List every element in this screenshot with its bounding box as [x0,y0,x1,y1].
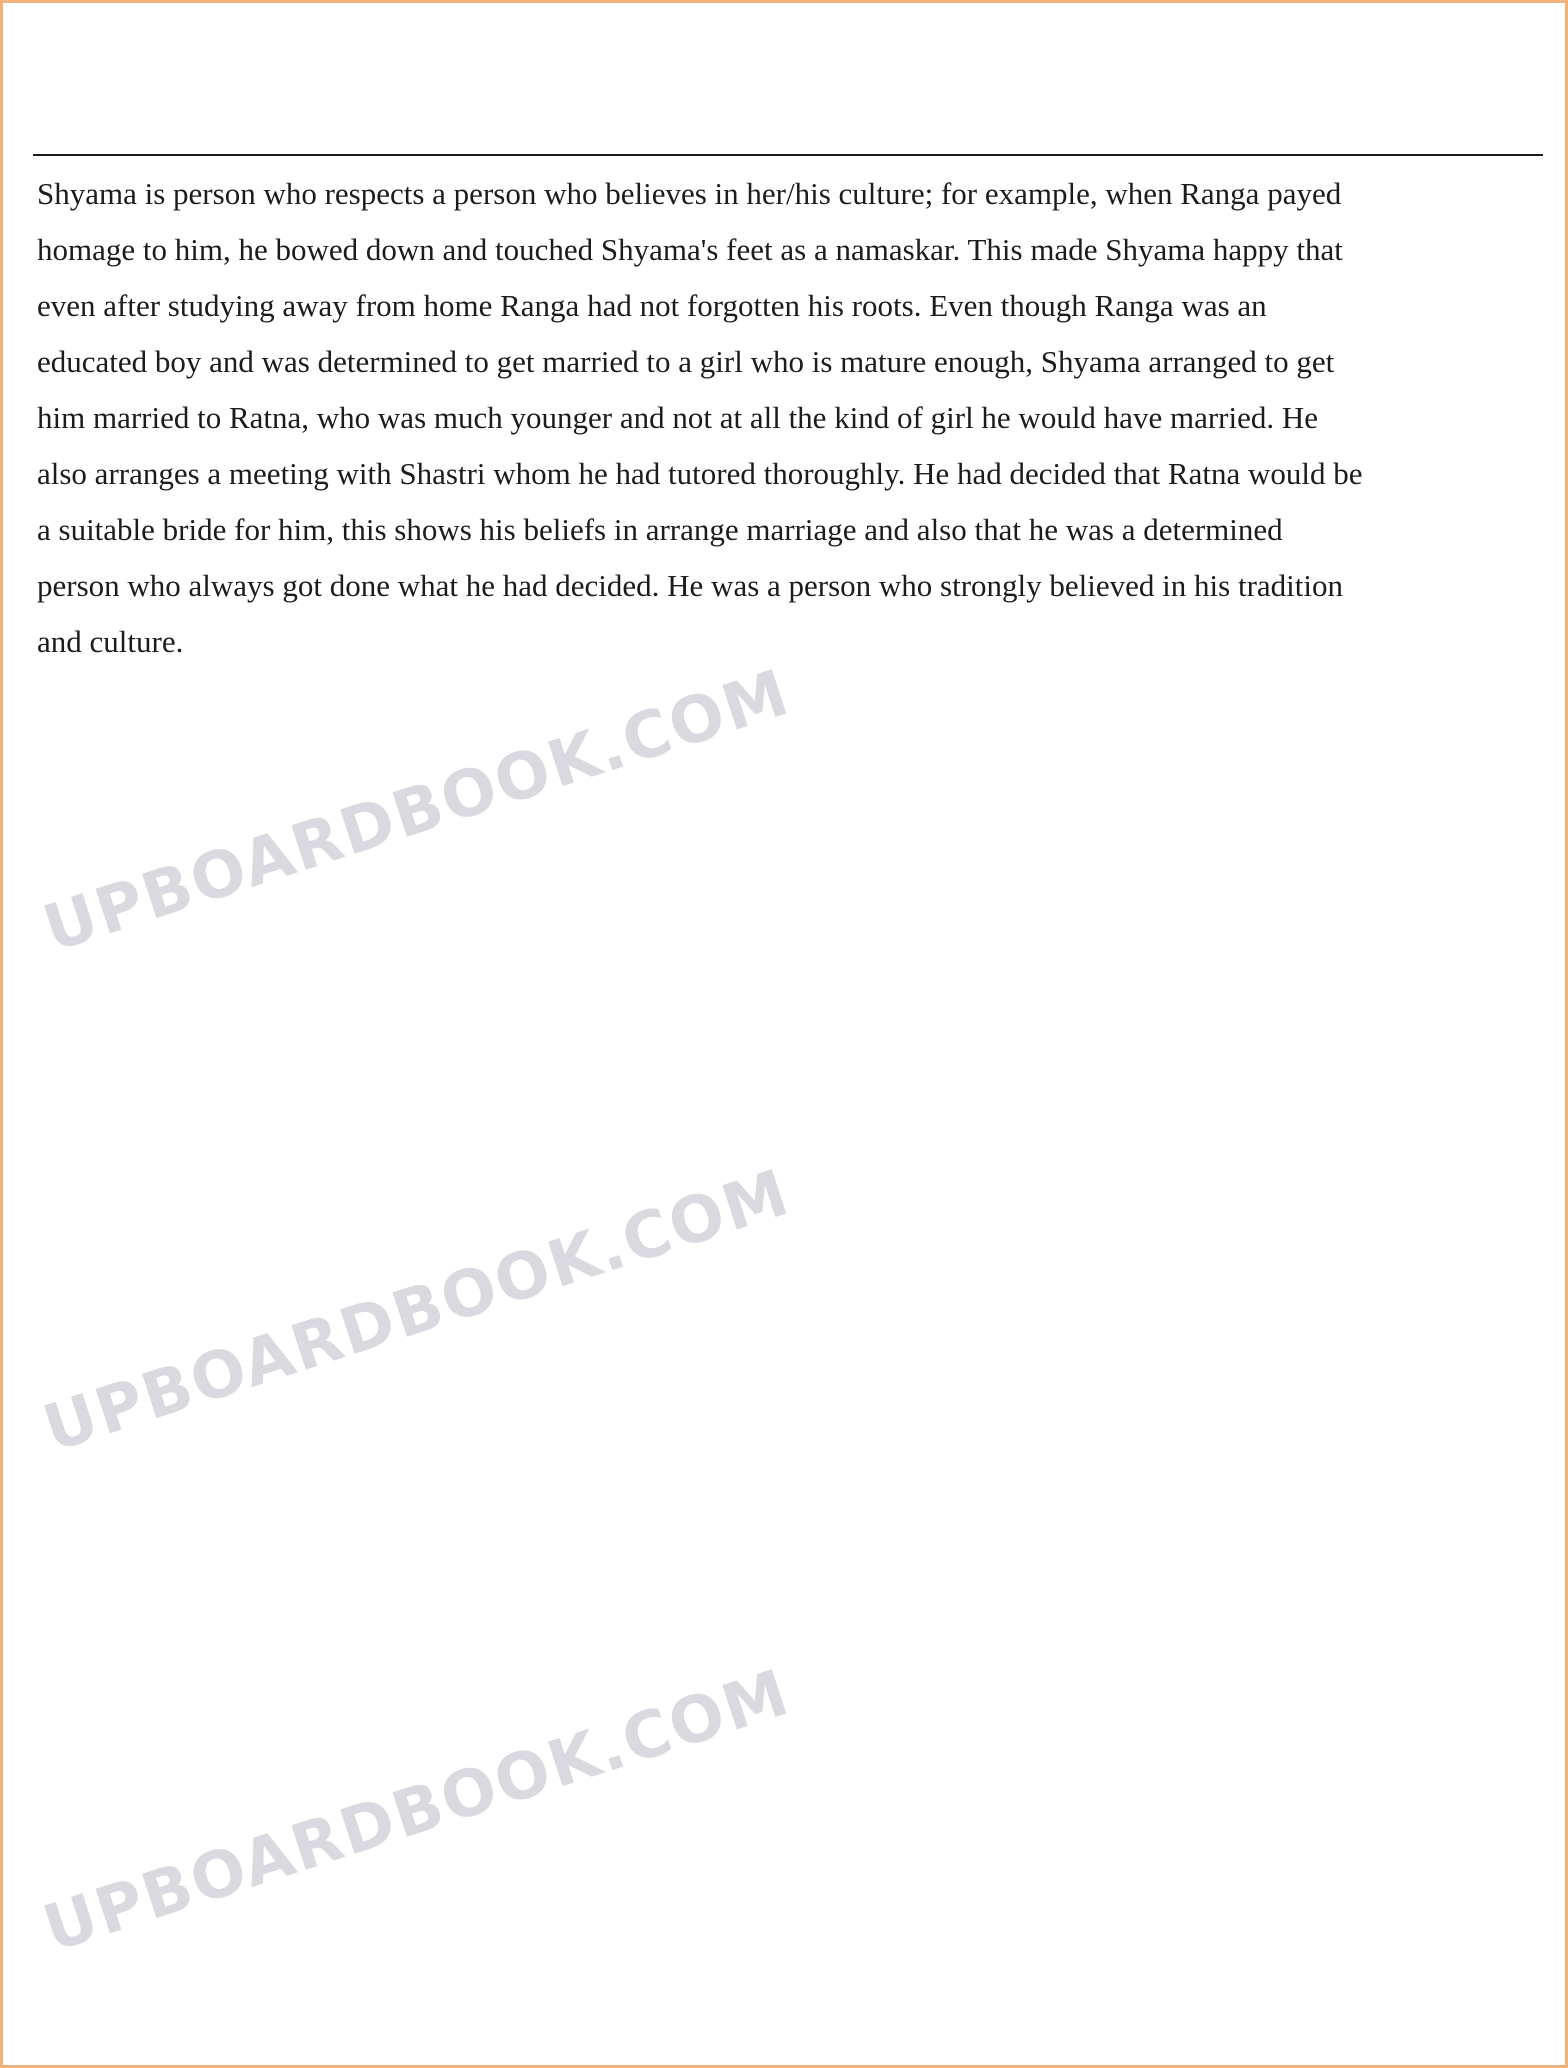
header-rule [33,154,1543,156]
body-line: even after studying away from home Ranga had not forgotten his roots. Even though Ranga was an [37,288,1267,323]
body-paragraph [37,166,1545,670]
body-line: homage to him, he bowed down and touched Shyama's feet as a namaskar. This made Shyama happy that [37,232,1343,267]
body-line: also arranges a meeting with Shastri whom he had tutored thoroughly. He had decided that Ratna would be [37,456,1363,491]
body-line: and culture. [37,624,184,659]
body-line: a suitable bride for him, this shows his beliefs in arrange marriage and also that he was a determined [37,512,1283,547]
body-line: him married to Ratna, who was much younger and not at all the kind of girl he would have married. He [37,400,1318,435]
watermark: UPBOARDBOOK.COM [35,1155,799,1467]
body-line: educated boy and was determined to get married to a girl who is mature enough, Shyama arranged to get [37,344,1335,379]
watermark: UPBOARDBOOK.COM [35,655,799,967]
body-line: person who always got done what he had decided. He was a person who strongly believed in his tradition [37,568,1343,603]
watermark: UPBOARDBOOK.COM [35,1655,799,1967]
body-line: Shyama is person who respects a person who believes in her/his culture; for example, when Ranga payed [37,176,1342,211]
